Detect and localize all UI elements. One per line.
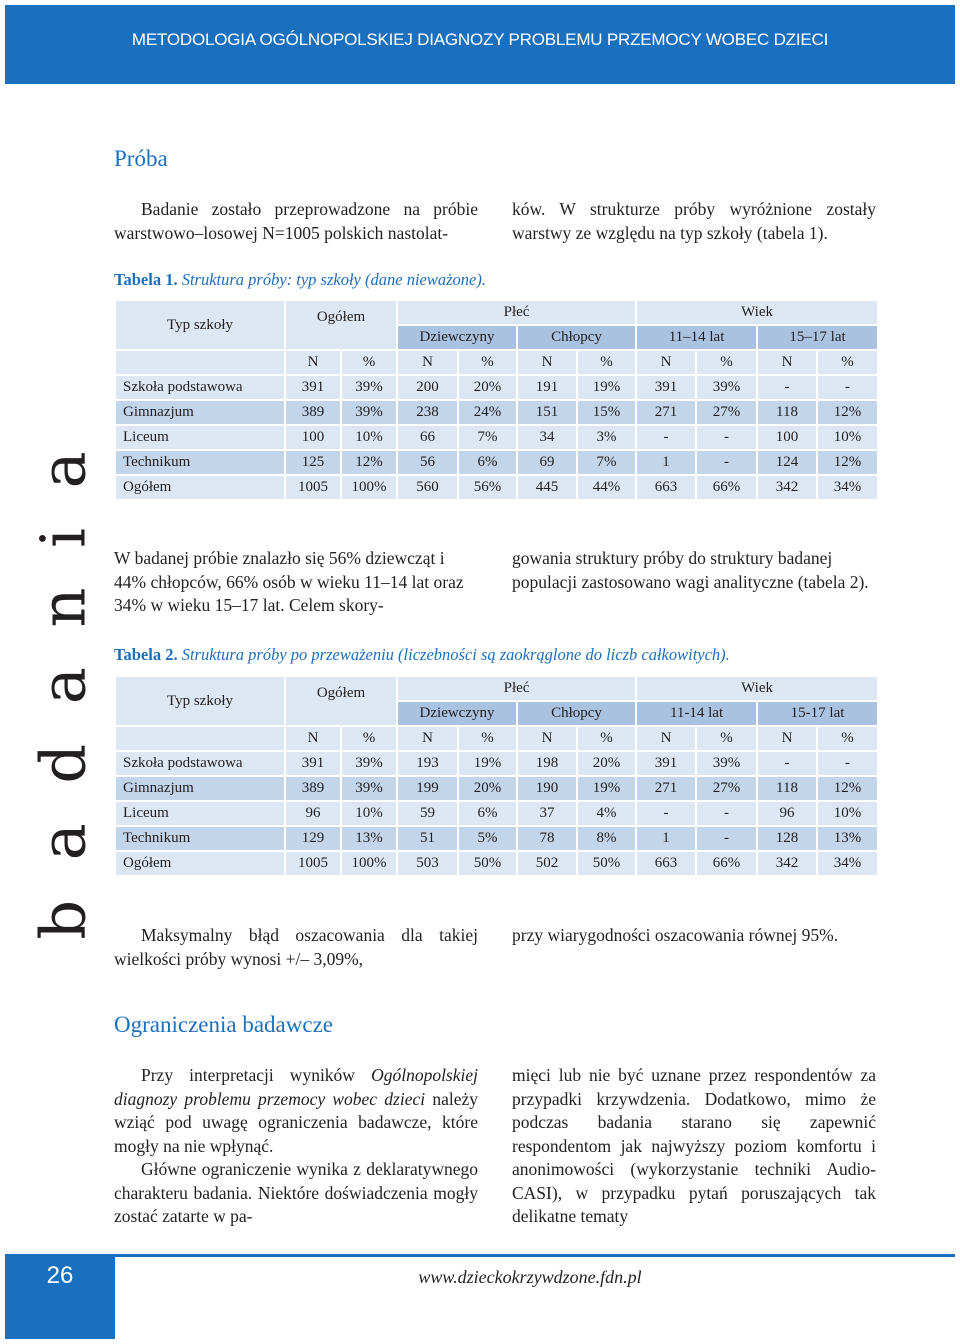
table-cell: 4% <box>577 801 636 826</box>
table-cell: 391 <box>636 375 696 400</box>
row-label: Technikum <box>115 450 285 475</box>
side-section-text: b a d a n i a <box>26 440 100 940</box>
table-cell: 34 <box>517 425 577 450</box>
para3-left-column: Maksymalny błąd oszacowania dla takiej wielkości próby wynosi +/– 3,09%, <box>114 925 478 969</box>
table-cell: 151 <box>517 400 577 425</box>
table-cell: 24% <box>458 400 517 425</box>
table-cell: 96 <box>757 801 817 826</box>
table-cell: 100 <box>285 425 341 450</box>
table-row <box>115 475 878 500</box>
table-row <box>115 751 878 776</box>
table1-header-plec: Płeć <box>397 300 636 325</box>
table2-header-n: N <box>397 726 458 751</box>
table-cell: 342 <box>757 475 817 500</box>
table-cell: 100 <box>757 425 817 450</box>
table2-header-chlopcy: Chłopcy <box>517 701 636 726</box>
table1-header-dziewczyny: Dziewczyny <box>397 325 517 350</box>
table1 <box>114 299 879 501</box>
table-cell: 200 <box>397 375 458 400</box>
table1-caption-text: Struktura próby: typ szkoły (dane nieważone). <box>181 270 486 289</box>
table-cell: 13% <box>341 826 397 851</box>
intro-left-column: Badanie zostało przeprowadzone na próbie warstwowo–losowej N=1005 polskich nastolat- <box>114 199 478 243</box>
table1-caption-label: Tabela 1. <box>114 270 178 289</box>
table-cell: 1 <box>636 826 696 851</box>
table-cell: 503 <box>397 851 458 876</box>
table2-header-typ: Typ szkoły <box>115 676 285 726</box>
table2-header-dziewczyny: Dziewczyny <box>397 701 517 726</box>
table-row <box>115 776 878 801</box>
table-cell: 7% <box>577 450 636 475</box>
table1-header-age1: 11–14 lat <box>636 325 757 350</box>
table-cell: - <box>817 751 878 776</box>
table2-header-pct: % <box>817 726 878 751</box>
table-cell: 15% <box>577 400 636 425</box>
table-row <box>115 400 878 425</box>
table2-header-n: N <box>285 726 341 751</box>
table-cell: 125 <box>285 450 341 475</box>
table-cell: 199 <box>397 776 458 801</box>
limits-text-a: Przy interpretacji wyników <box>141 1065 372 1085</box>
para2-right-column: gowania struktury próby do struktury badanej populacji zastosowano wagi analityczne (tabela 2). <box>512 548 869 592</box>
table1-header-n: N <box>757 350 817 375</box>
table-cell: - <box>817 375 878 400</box>
running-header: METODOLOGIA OGÓLNOPOLSKIEJ DIAGNOZY PROBLEMU PRZEMOCY WOBEC DZIECI <box>131 30 829 49</box>
table-cell: 391 <box>636 751 696 776</box>
table2-caption-text: Struktura próby po przeważeniu (liczebności są zaokrąglone do liczb całkowitych). <box>181 645 730 664</box>
table2-header-pct: % <box>696 726 757 751</box>
table1-header-n: N <box>636 350 696 375</box>
intro-right-column: ków. W strukturze próby wyróżnione zostały warstwy ze względu na typ szkoły (tabela 1). <box>512 199 876 243</box>
table-cell: 129 <box>285 826 341 851</box>
table-cell: 27% <box>696 776 757 801</box>
table-cell: 66% <box>696 475 757 500</box>
table-cell: - <box>757 375 817 400</box>
table-cell: 3% <box>577 425 636 450</box>
row-label: Szkoła podstawowa <box>115 375 285 400</box>
table2-caption <box>114 645 730 665</box>
table2-header-n: N <box>636 726 696 751</box>
table-cell: 39% <box>696 375 757 400</box>
table-cell: 198 <box>517 751 577 776</box>
section-title-proba: Próba <box>114 146 168 171</box>
table-cell: 12% <box>341 450 397 475</box>
table-cell: 663 <box>636 475 696 500</box>
table-cell: 39% <box>341 776 397 801</box>
table-cell: 50% <box>577 851 636 876</box>
table-cell: 39% <box>341 751 397 776</box>
limits-left-paragraph-2: Główne ograniczenie wynika z deklaratywnego charakteru badania. Niektóre doświadczenia mogły zostać zatarte w pa- <box>114 1159 478 1226</box>
table-row <box>115 826 878 851</box>
table-cell: 391 <box>285 751 341 776</box>
table-cell: 128 <box>757 826 817 851</box>
table-cell: 51 <box>397 826 458 851</box>
table-cell: 271 <box>636 400 696 425</box>
table-cell: 10% <box>817 801 878 826</box>
row-label: Liceum <box>115 801 285 826</box>
limits-text-italic: Ogólnopolskiej diagnozy problemu przemocy wobec dzieci <box>114 1065 478 1109</box>
table2-header-age1: 11-14 lat <box>636 701 757 726</box>
table-cell: 124 <box>757 450 817 475</box>
table-cell: 663 <box>636 851 696 876</box>
table1-header-pct: % <box>458 350 517 375</box>
row-label: Liceum <box>115 425 285 450</box>
table-cell: 100% <box>341 851 397 876</box>
table-cell: 20% <box>458 776 517 801</box>
table-cell: 37 <box>517 801 577 826</box>
table-cell: 66% <box>696 851 757 876</box>
table-cell: 50% <box>458 851 517 876</box>
table-cell: 69 <box>517 450 577 475</box>
table-cell: 238 <box>397 400 458 425</box>
table1-header-age2: 15–17 lat <box>757 325 878 350</box>
table1-header-n: N <box>517 350 577 375</box>
table-cell: - <box>636 425 696 450</box>
table-cell: 78 <box>517 826 577 851</box>
table-cell: 8% <box>577 826 636 851</box>
table1-header-n: N <box>397 350 458 375</box>
table1-header-pct: % <box>341 350 397 375</box>
table-cell: 389 <box>285 400 341 425</box>
table2 <box>114 675 879 877</box>
table-cell: 1 <box>636 450 696 475</box>
table2-header-plec: Płeć <box>397 676 636 701</box>
table-row <box>115 425 878 450</box>
table-cell: - <box>696 801 757 826</box>
table-cell: - <box>696 425 757 450</box>
row-label: Gimnazjum <box>115 776 285 801</box>
table1-header-pct: % <box>817 350 878 375</box>
table-cell: 1005 <box>285 475 341 500</box>
table-cell: 56 <box>397 450 458 475</box>
table-cell: 190 <box>517 776 577 801</box>
table-cell: 27% <box>696 400 757 425</box>
table-cell: 191 <box>517 375 577 400</box>
table-cell: 118 <box>757 400 817 425</box>
table-cell: 10% <box>341 801 397 826</box>
table1-header-n: N <box>285 350 341 375</box>
table-cell: 342 <box>757 851 817 876</box>
table-cell: 39% <box>696 751 757 776</box>
table2-header-pct: % <box>458 726 517 751</box>
table1-header-chlopcy: Chłopcy <box>517 325 636 350</box>
footer-rule <box>5 1254 955 1257</box>
table-cell: 39% <box>341 400 397 425</box>
table1-header-empty <box>115 350 285 375</box>
table2-caption-label: Tabela 2. <box>114 645 178 664</box>
page-number: 26 <box>46 1262 74 1289</box>
table1-caption <box>114 270 486 290</box>
table-cell: 391 <box>285 375 341 400</box>
footer-url: www.dzieckokrzywdzone.fdn.pl <box>418 1267 642 1287</box>
row-label: Szkoła podstawowa <box>115 751 285 776</box>
table1-header-wiek: Wiek <box>636 300 878 325</box>
table2-header-ogolem: Ogółem <box>285 676 397 726</box>
table-cell: 13% <box>817 826 878 851</box>
table-cell: 19% <box>577 776 636 801</box>
table-cell: 12% <box>817 450 878 475</box>
table-cell: 12% <box>817 776 878 801</box>
table-cell: 193 <box>397 751 458 776</box>
table-cell: 96 <box>285 801 341 826</box>
table2-header-empty <box>115 726 285 751</box>
table2-header-pct: % <box>577 726 636 751</box>
table-cell: 6% <box>458 450 517 475</box>
para2-left-column: W badanej próbie znalazło się 56% dziewcząt i 44% chłopców, 66% osób w wieku 11–14 lat oraz 34% w wieku 15–17 lat. Celem skory- <box>114 548 464 615</box>
side-section-label <box>26 440 100 940</box>
table-cell: 59 <box>397 801 458 826</box>
table2-header-n: N <box>757 726 817 751</box>
table-cell: - <box>696 450 757 475</box>
table-cell: 10% <box>817 425 878 450</box>
table-row <box>115 375 878 400</box>
table-cell: 12% <box>817 400 878 425</box>
table-cell: 10% <box>341 425 397 450</box>
table1-header-pct: % <box>577 350 636 375</box>
row-label: Ogółem <box>115 475 285 500</box>
table-cell: 19% <box>577 375 636 400</box>
table-row <box>115 851 878 876</box>
table-cell: 6% <box>458 801 517 826</box>
table-cell: 34% <box>817 475 878 500</box>
table-cell: 1005 <box>285 851 341 876</box>
table2-header-n: N <box>517 726 577 751</box>
table-cell: 560 <box>397 475 458 500</box>
table-cell: - <box>757 751 817 776</box>
table-cell: 100% <box>341 475 397 500</box>
table-row <box>115 801 878 826</box>
table-cell: 20% <box>577 751 636 776</box>
table-cell: 389 <box>285 776 341 801</box>
table-cell: 39% <box>341 375 397 400</box>
table-cell: 271 <box>636 776 696 801</box>
table1-header-pct: % <box>696 350 757 375</box>
table-row <box>115 450 878 475</box>
section-title-ograniczenia: Ograniczenia badawcze <box>114 1012 333 1037</box>
table1-header-ogolem: Ogółem <box>285 300 397 350</box>
row-label: Technikum <box>115 826 285 851</box>
table-cell: 56% <box>458 475 517 500</box>
limits-left-paragraph-1 <box>114 1064 478 1158</box>
row-label: Ogółem <box>115 851 285 876</box>
table2-header-pct: % <box>341 726 397 751</box>
table-cell: 66 <box>397 425 458 450</box>
table2-header-wiek: Wiek <box>636 676 878 701</box>
table-cell: 7% <box>458 425 517 450</box>
table-cell: 118 <box>757 776 817 801</box>
table-cell: 502 <box>517 851 577 876</box>
table1-header-typ: Typ szkoły <box>115 300 285 350</box>
table-cell: 44% <box>577 475 636 500</box>
limits-text-b: należy wziąć pod uwagę ograniczenia badawcze, które mogły na nie wpłynąć. <box>114 1088 478 1156</box>
table-cell: - <box>636 801 696 826</box>
table-cell: 34% <box>817 851 878 876</box>
table-cell: 445 <box>517 475 577 500</box>
table-cell: 19% <box>458 751 517 776</box>
limits-right-column: mięci lub nie być uznane przez respondentów za przypadki krzywdzenia. Dodatkowo, mimo że podczas badania starano się zapewnić respondentom jak najwyższy poziom komfortu i anonimowości (wykorzystanie techniki Audio-CASI), w przypadku pytań poruszających tak delikatne tematy <box>512 1065 876 1226</box>
limits-left-column <box>114 1064 478 1229</box>
table-cell: - <box>696 826 757 851</box>
para3-right-column: przy wiarygodności oszacowania równej 95%. <box>512 925 839 945</box>
table2-header-age2: 15-17 lat <box>757 701 878 726</box>
row-label: Gimnazjum <box>115 400 285 425</box>
table-cell: 5% <box>458 826 517 851</box>
table-cell: 20% <box>458 375 517 400</box>
